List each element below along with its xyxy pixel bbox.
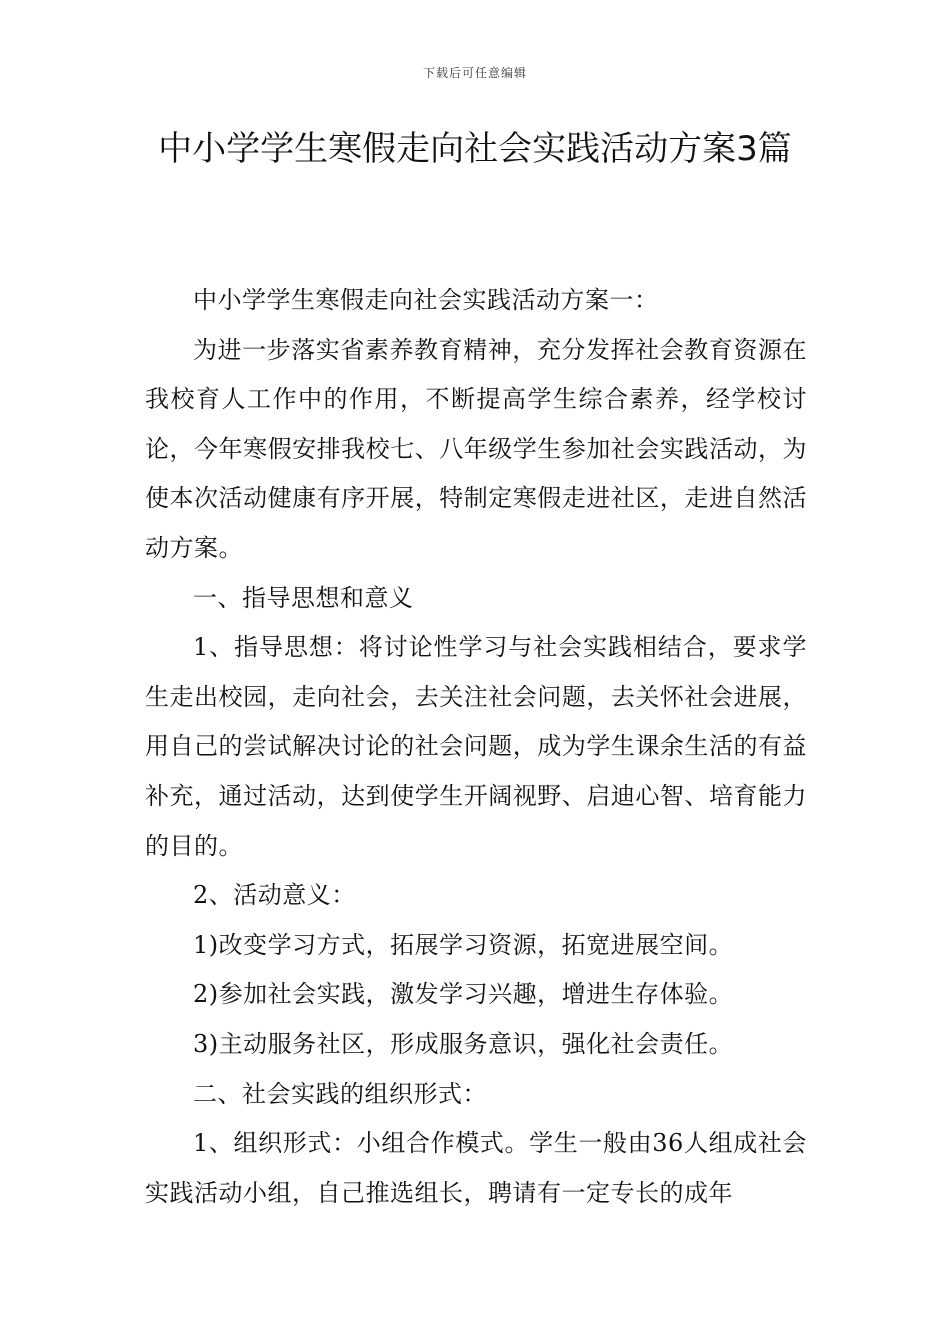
list-item-2: 2)参加社会实践，激发学习兴趣，增进生存体验。	[193, 980, 734, 1009]
paragraph-activity-meaning: 2、活动意义：	[193, 881, 356, 910]
paragraph-organization-form: 1、组织形式：小组合作模式。学生一般由36人组成社会实践活动小组，自己推选组长，聘请有一定专长的成年	[145, 1129, 807, 1207]
paragraph-intro-heading: 中小学学生寒假走向社会实践活动方案一：	[193, 286, 659, 314]
header-note: 下载后可任意编辑	[422, 66, 527, 80]
list-item-3: 3)主动服务社区，形成服务意识，强化社会责任。	[193, 1029, 734, 1058]
document-title: 中小学学生寒假走向社会实践活动方案3篇	[158, 129, 792, 169]
list-item-1: 1)改变学习方式，拓展学习资源，拓宽进展空间。	[193, 930, 734, 959]
section-heading-organization: 二、社会实践的组织形式：	[193, 1079, 487, 1108]
paragraph-guiding-ideas: 1、指导思想：将讨论性学习与社会实践相结合，要求学生走出校园，走向社会，去关注社会问题，去关怀社会进展，用自己的尝试解决讨论的社会问题，成为学生课余生活的有益补充，通过活动，达到使学生开阔视野、启迪心智、培育能力的目的。	[145, 633, 807, 860]
section-heading-guiding-ideas: 一、指导思想和意义	[193, 583, 414, 612]
paragraph-purpose: 为进一步落实省素养教育精神，充分发挥社会教育资源在我校育人工作中的作用，不断提高学生综合素养，经学校讨论，今年寒假安排我校七、八年级学生参加社会实践活动，为使本次活动健康有序开展，特制定寒假走进社区，走进自然活动方案。	[145, 335, 807, 562]
document-body	[145, 276, 807, 1218]
